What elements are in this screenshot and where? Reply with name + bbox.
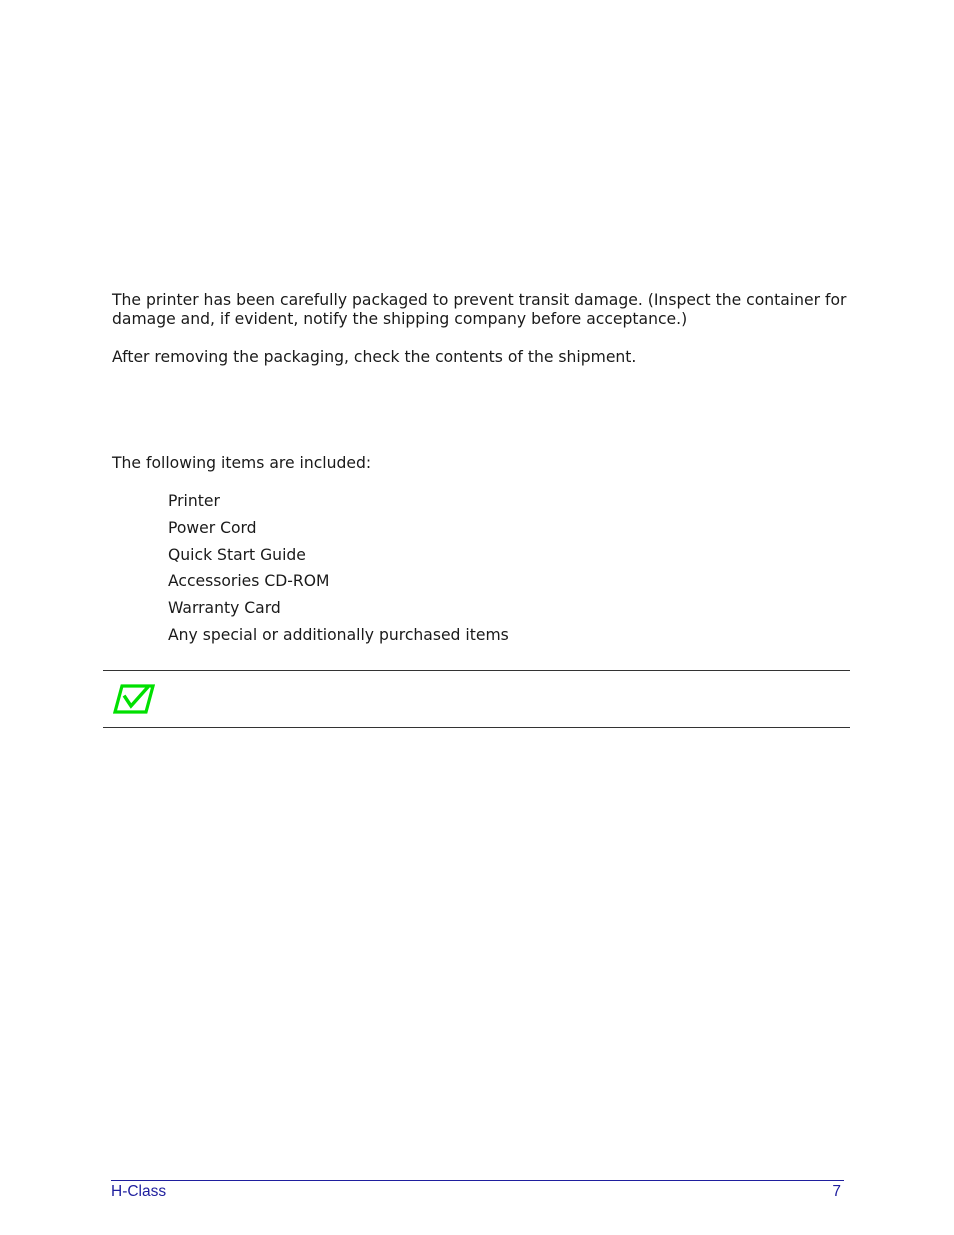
footer-page-number: 7 [832,1183,841,1200]
included-items-list [168,490,509,651]
note-top-divider [103,670,850,671]
list-item: Warranty Card [168,599,281,618]
footer-product-name: H-Class [111,1183,167,1200]
paragraph-packaging: The printer has been carefully packaged to prevent transit damage. (Inspect the container for damage and, if evident, notify the shipping company before acceptance.) [112,291,847,328]
list-item: Power Cord [168,518,257,537]
paragraph-check-contents: After removing the packaging, check the contents of the shipment. [112,348,637,366]
checkbox-note-icon [113,683,155,715]
note-bottom-divider [103,727,850,728]
paragraph-items-intro: The following items are included: [112,454,372,472]
list-item: Any special or additionally purchased items [168,625,509,644]
footer-divider [111,1180,844,1181]
list-item: Printer [168,492,220,510]
list-item: Quick Start Guide [168,545,306,564]
list-item: Accessories CD-ROM [168,572,330,591]
